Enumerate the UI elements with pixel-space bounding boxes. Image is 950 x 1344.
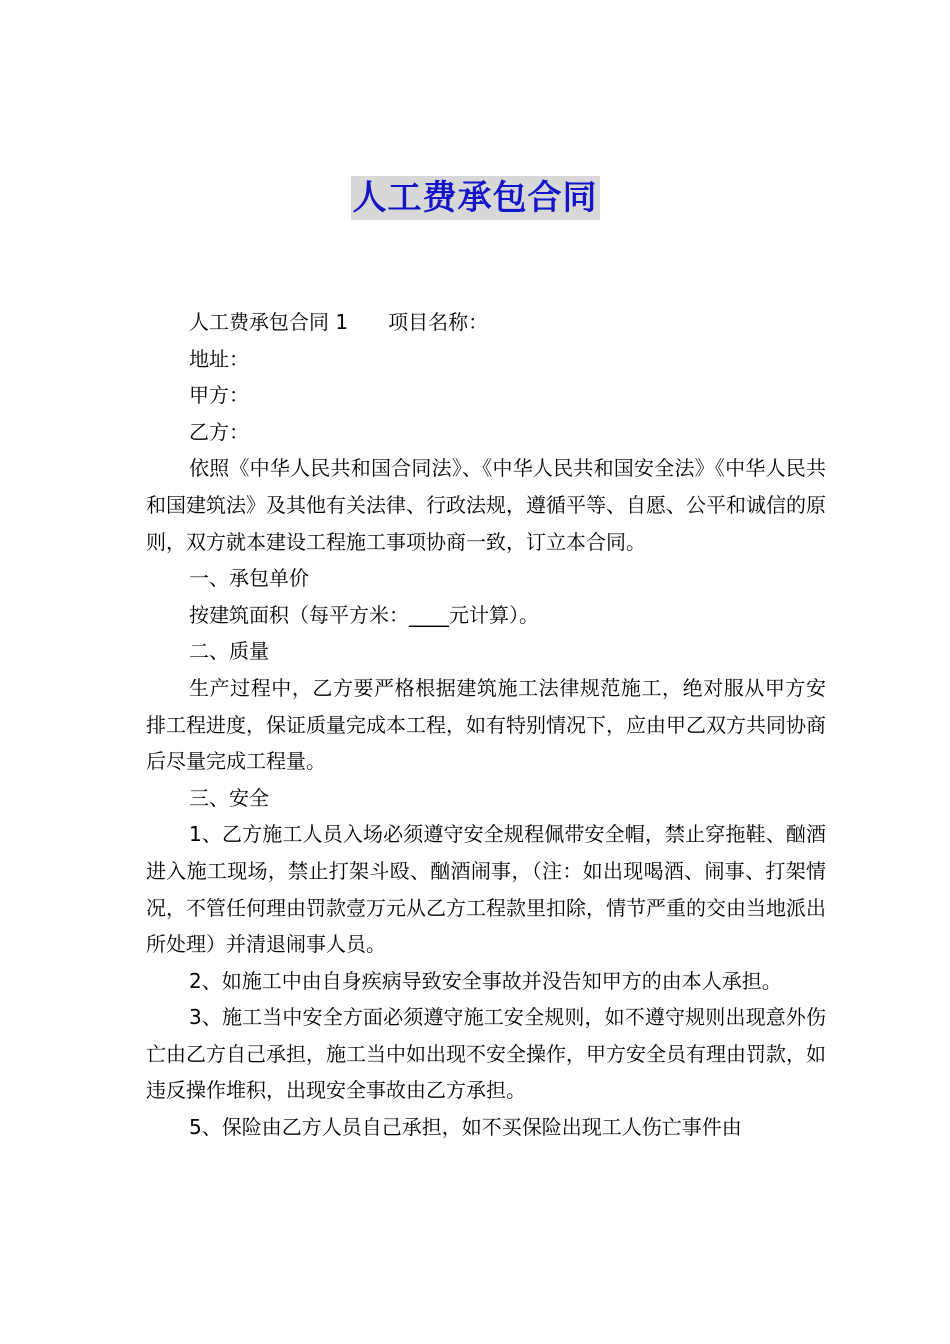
document-body (146, 304, 826, 1146)
project-name-label: 项目名称： (388, 310, 489, 334)
section-3-heading: 三、安全 (189, 785, 269, 810)
safety-item-1: 1、乙方施工人员入场必须遵守安全规程佩带安全帽，禁止穿拖鞋、酗酒进入施工现场，禁止打架斗殴、酗酒闹事，（注：如出现喝酒、闹事、打架情况，不管任何理由罚款壹万元从乙方工程款里扣除，情节严重的交由当地派出所处理）并清退闹事人员。 (146, 822, 826, 957)
title-container (0, 176, 950, 220)
contract-number: 人工费承包合同 1 (189, 310, 349, 334)
address-field: 地址： (189, 346, 249, 371)
safety-item-3: 3、施工当中安全方面必须遵守施工安全规则，如不遵守规则出现意外伤亡由乙方自己承担，施工当中如出现不安全操作，甲方安全员有理由罚款，如违反操作堆积，出现安全事故由乙方承担。 (146, 1005, 826, 1103)
document-title: 人工费承包合同 (352, 178, 598, 218)
preamble-paragraph: 依照《中华人民共和国合同法》、《中华人民共和国安全法》《中华人民共和国建筑法》及其他有关法律、行政法规，遵循平等、自愿、公平和诚信的原则，双方就本建设工程施工事项协商一致，订立本合同。 (146, 456, 826, 554)
party-a-field: 甲方： (189, 383, 249, 408)
section-1-heading: 一、承包单价 (189, 566, 309, 591)
section-1-text: 按建筑面积（每平方米：____元计算）。 (189, 602, 539, 627)
section-2-heading: 二、质量 (189, 639, 269, 664)
header-line (146, 304, 826, 341)
safety-item-5: 5、保险由乙方人员自己承担，如不买保险出现工人伤亡事件由 (189, 1115, 742, 1140)
party-b-field: 乙方： (189, 419, 249, 444)
safety-item-2: 2、如施工中由自身疾病导致安全事故并没告知甲方的由本人承担。 (189, 968, 782, 993)
section-2-text: 生产过程中，乙方要严格根据建筑施工法律规范施工，绝对服从甲方安排工程进度，保证质量完成本工程，如有特别情况下，应由甲乙双方共同协商后尽量完成工程量。 (146, 675, 826, 774)
